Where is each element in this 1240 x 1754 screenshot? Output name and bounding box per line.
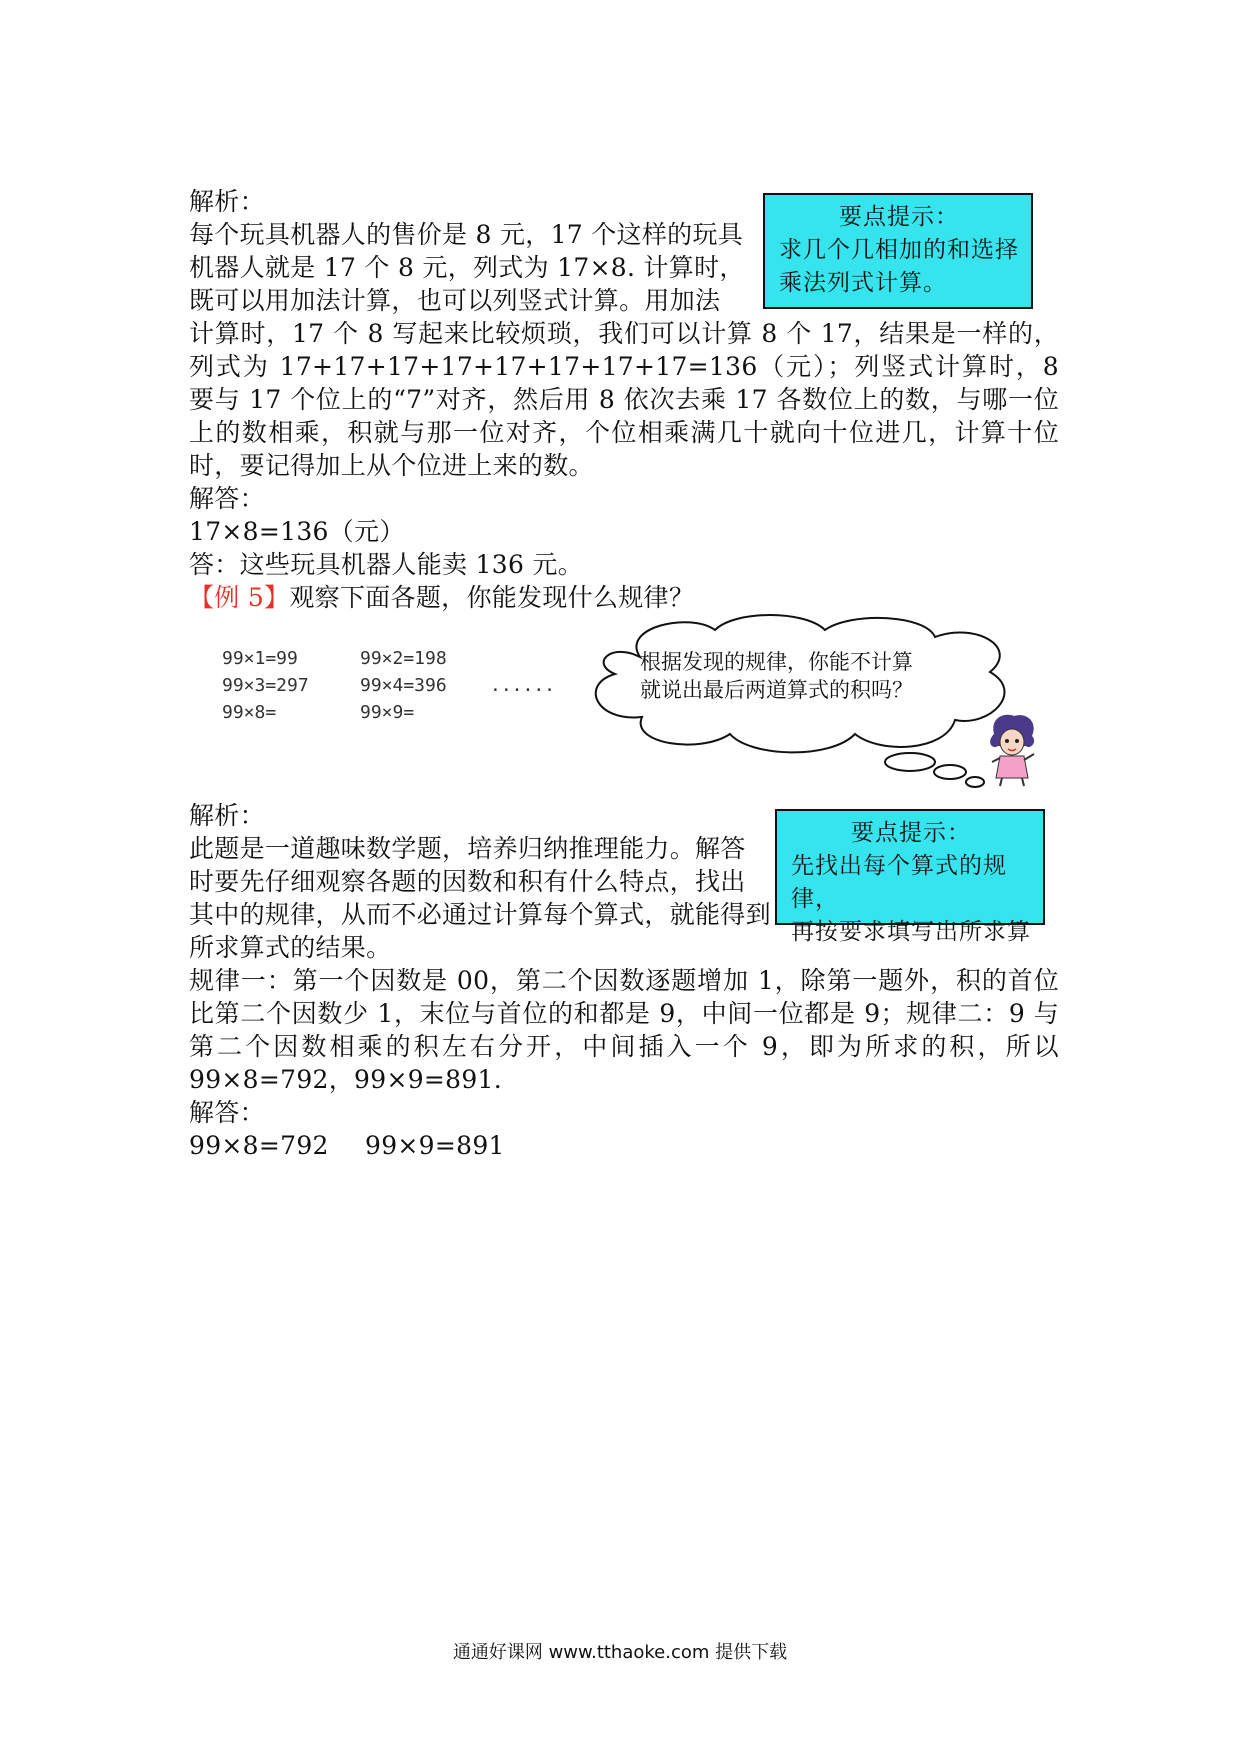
- ellipsis: ......: [490, 675, 556, 696]
- equation: 99×4=396: [360, 675, 447, 696]
- cloud-text-line: 就说出最后两道算式的积吗？: [640, 678, 913, 702]
- analysis-line: 每个玩具机器人的售价是 8 元，17 个这样的玩具: [189, 220, 744, 249]
- analysis-label: 解析：: [189, 187, 265, 216]
- cartoon-character-icon: [982, 712, 1042, 788]
- analysis-line: 既可以用加法计算，也可以列竖式计算。用加法: [189, 286, 721, 315]
- hint-line: 乘法列式计算。: [779, 270, 947, 296]
- hint-line: 再按要求填写出所求算: [791, 919, 1031, 945]
- page-footer: 通通好课网 www.tthaoke.com 提供下载: [452, 1642, 788, 1663]
- hint-line: 求几个几相加的和选择: [779, 237, 1019, 263]
- answer-equation: 99×9=891: [365, 1131, 505, 1160]
- analysis-paragraph: 规律一：第一个因数是 00，第二个因数逐题增加 1，除第一题外，积的首位比第二个因数少 1，末位与首位的和都是 9，中间一位都是 9；规律二：9 与第二个因数相乘的积左右分开，中间插入一个 9，即为所求的积，所以 99×8=792，99×9=891.: [189, 966, 1059, 1094]
- answer-label: 解答：: [189, 1098, 265, 1127]
- answer-equation: 17×8=136（元）: [189, 517, 405, 546]
- answer-text: 答：这些玩具机器人能卖 136 元。: [189, 550, 584, 579]
- analysis-paragraph: 计算时，17 个 8 写起来比较烦琐，我们可以计算 8 个 17，结果是一样的，列式为 17+17+17+17+17+17+17+17=136（元）；列竖式计算时，8 要与 17 个位上的“7”对齐，然后用 8 依次去乘 17 各数位上的数，与哪一位上的数相乘，积就与那一位对齐，个位相乘满几十就向十位进几，计算十位时，要记得加上从个位进上来的数。: [189, 319, 1059, 480]
- equation: 99×2=198: [360, 648, 447, 669]
- equation: 99×9=: [360, 702, 415, 723]
- example-tag: 【例 5】: [189, 583, 290, 612]
- analysis-line: 所求算式的结果。: [189, 933, 392, 962]
- answer-label: 解答：: [189, 484, 265, 513]
- hint-title: 要点提示：: [839, 204, 959, 230]
- equation: 99×3=297: [222, 675, 309, 696]
- answer-equation: 99×8=792: [189, 1131, 329, 1160]
- analysis-line: 其中的规律，从而不必通过计算每个算式，就能得到: [189, 900, 771, 929]
- hint-title: 要点提示：: [851, 820, 971, 846]
- equation: 99×8=: [222, 702, 277, 723]
- analysis-line: 机器人就是 17 个 8 元，列式为 17×8. 计算时，: [189, 253, 745, 282]
- analysis-line: 时要先仔细观察各题的因数和积有什么特点，找出: [189, 867, 746, 896]
- analysis-line: 此题是一道趣味数学题，培养归纳推理能力。解答: [189, 834, 746, 863]
- example-question: 观察下面各题，你能发现什么规律？: [289, 583, 695, 612]
- example-heading: [189, 581, 694, 614]
- hint-line: 先找出每个算式的规律，: [791, 853, 1007, 912]
- key-point-hint-box: [763, 193, 1033, 309]
- equation: 99×1=99: [222, 648, 298, 669]
- analysis-label: 解析：: [189, 801, 265, 830]
- key-point-hint-box: [775, 809, 1045, 945]
- cloud-text-line: 根据发现的规律，你能不计算: [640, 650, 913, 674]
